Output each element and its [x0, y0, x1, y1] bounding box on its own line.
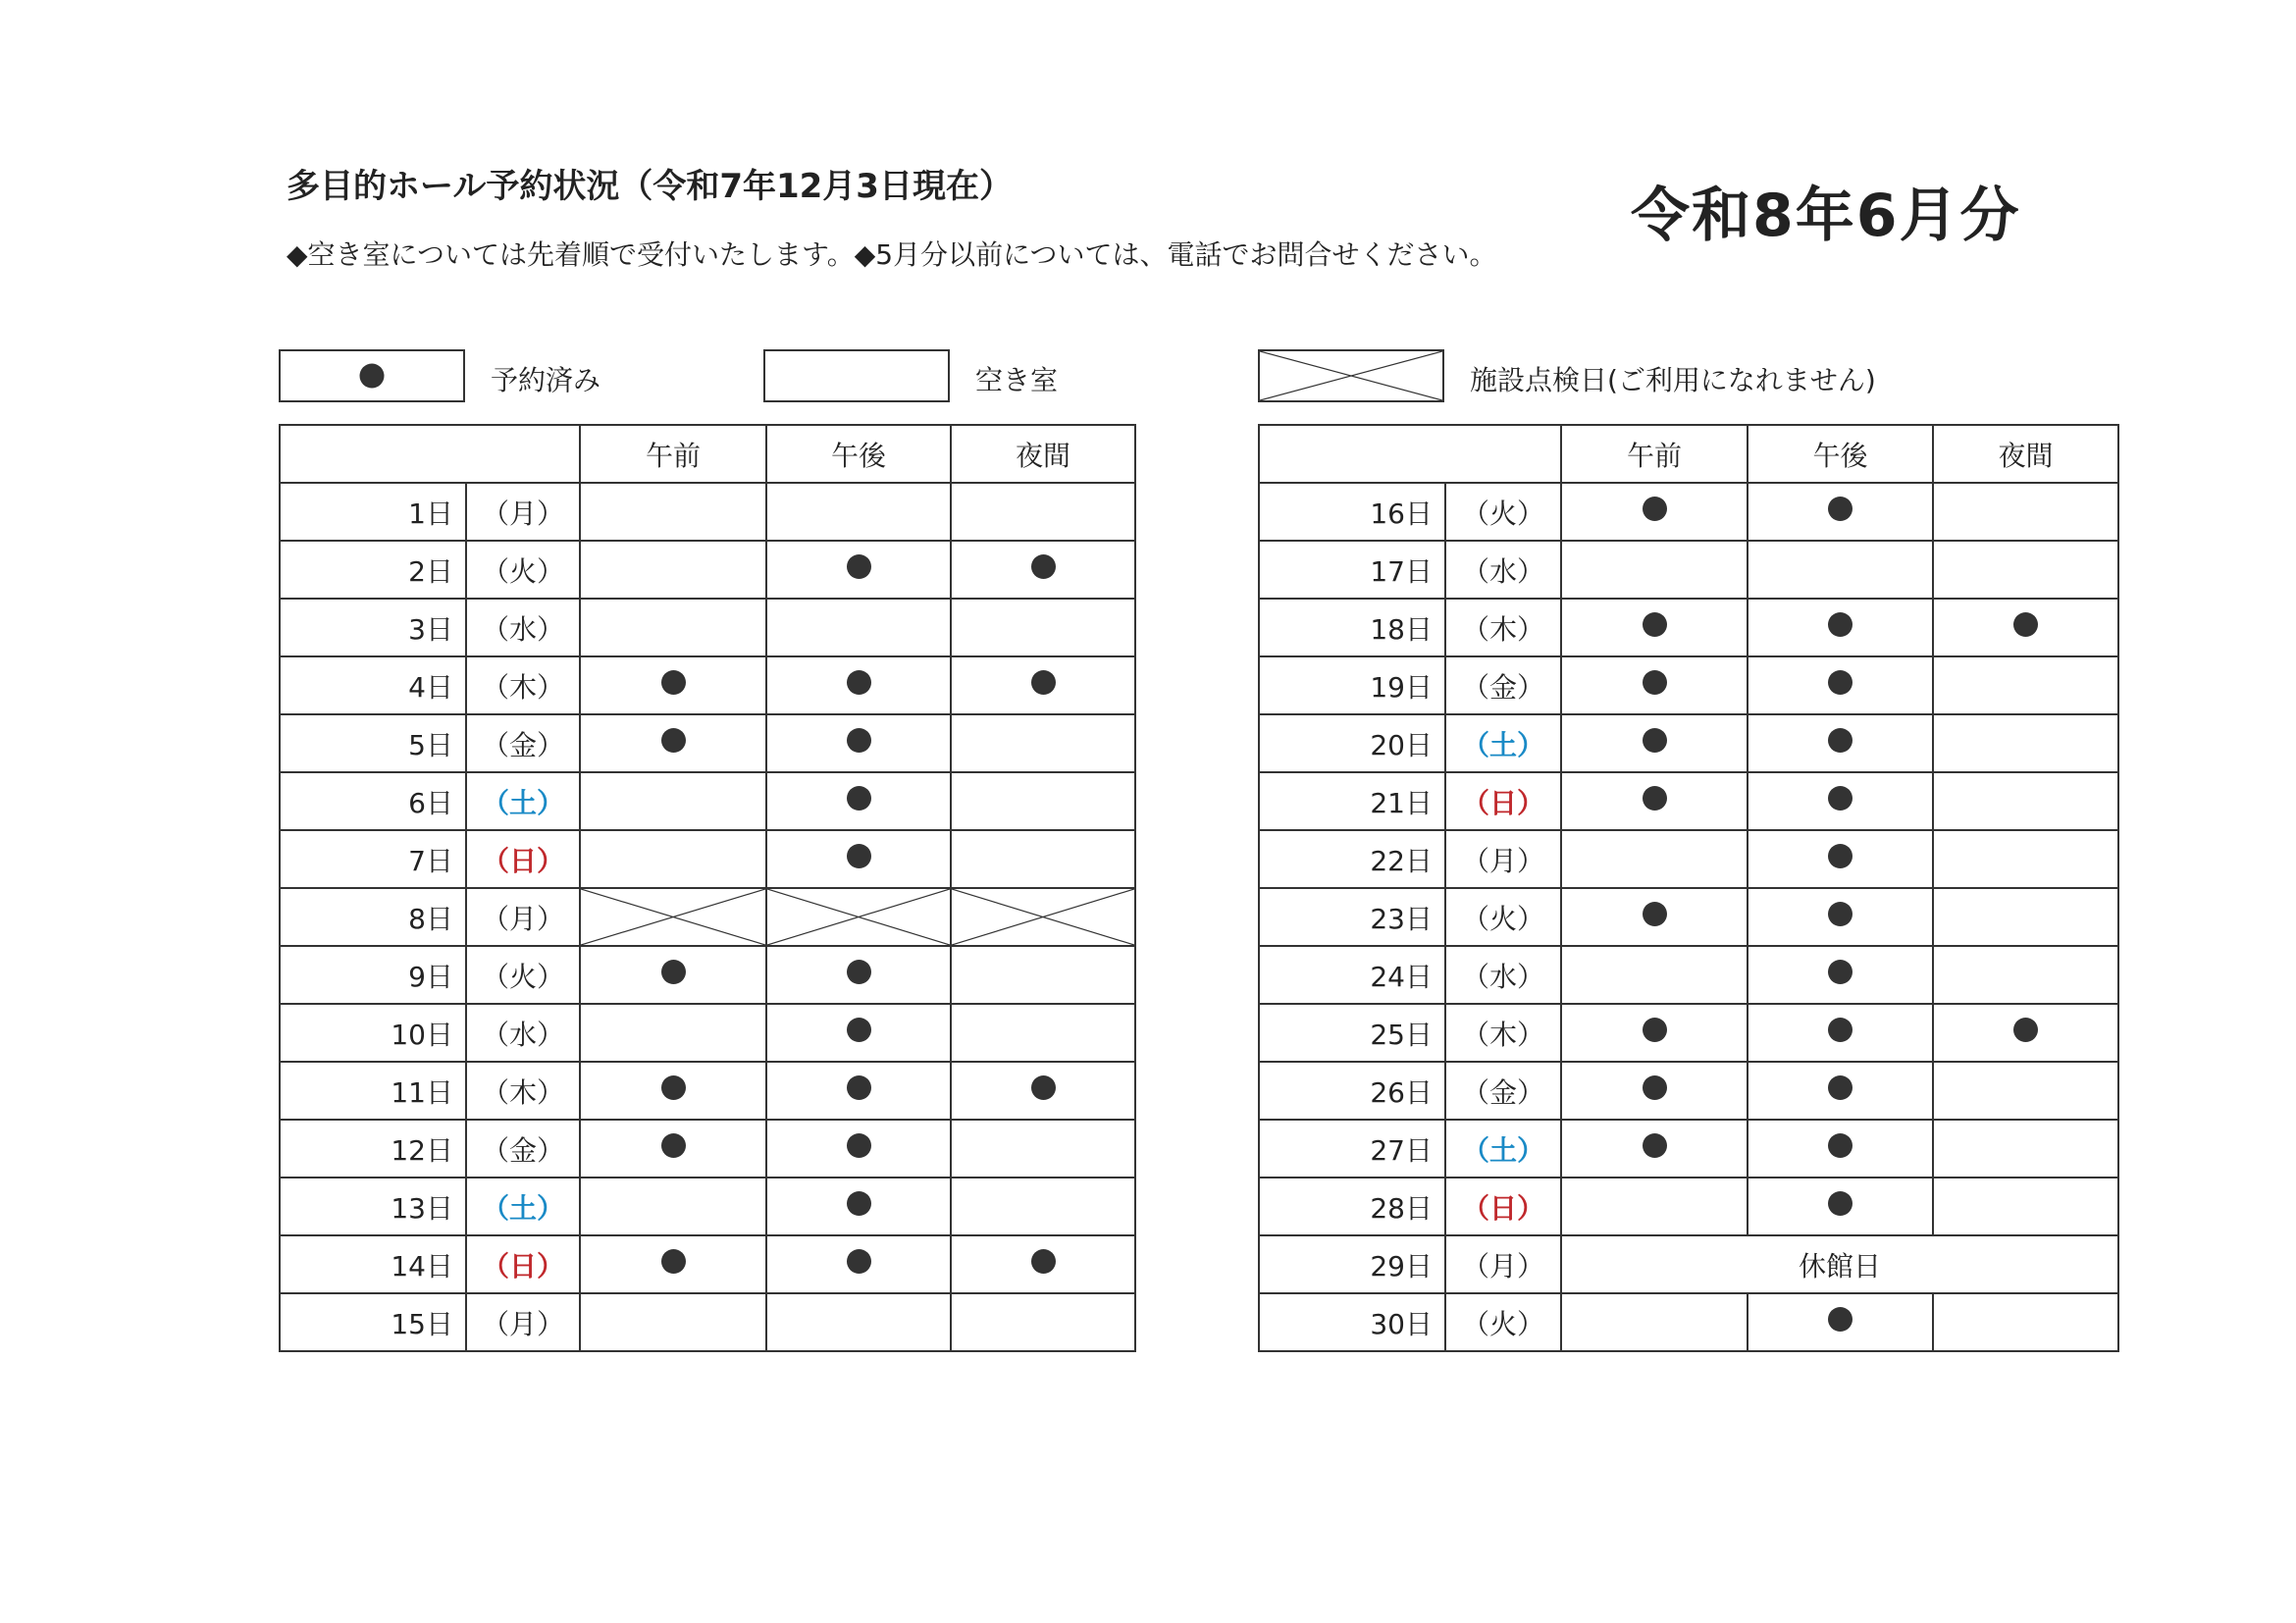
- slot-cell: [951, 772, 1135, 830]
- reserved-dot-icon: [2013, 1018, 2038, 1042]
- slot-cell: [1561, 599, 1748, 656]
- header-blank-cell: [1259, 425, 1561, 483]
- slot-cell: [1561, 1062, 1748, 1120]
- day-cell: 26日: [1259, 1062, 1445, 1120]
- reserved-dot-icon: [847, 1191, 871, 1216]
- reserved-dot-icon: [847, 670, 871, 695]
- reserved-dot-icon: [847, 728, 871, 753]
- weekday-cell: [1445, 888, 1561, 946]
- table-row: [1259, 1062, 2118, 1120]
- reserved-dot-icon: [847, 1075, 871, 1100]
- day-cell: 3日: [280, 599, 466, 656]
- weekday-label: （月）: [481, 1307, 564, 1340]
- slot-cell: [1748, 888, 1933, 946]
- weekday-label: （火）: [1461, 902, 1544, 935]
- slot-cell: [1561, 888, 1748, 946]
- header-night: 夜間: [1933, 425, 2118, 483]
- day-cell: 18日: [1259, 599, 1445, 656]
- weekday-cell: [1445, 1235, 1561, 1293]
- reserved-dot-icon: [847, 1018, 871, 1042]
- weekday-label: （金）: [481, 1133, 564, 1167]
- slot-cell: [951, 1178, 1135, 1235]
- reserved-dot-icon: [1031, 1075, 1056, 1100]
- weekday-label: （月）: [481, 902, 564, 935]
- slot-cell: [1561, 830, 1748, 888]
- legend-reserved-box: [279, 349, 465, 402]
- slot-cell: [766, 1120, 951, 1178]
- slot-cell: [580, 1062, 766, 1120]
- slot-cell: [1748, 830, 1933, 888]
- table-row: [1259, 772, 2118, 830]
- weekday-label: （土）: [481, 786, 564, 819]
- table-row: [1259, 1004, 2118, 1062]
- slot-cell: [951, 1235, 1135, 1293]
- slot-cell: [1933, 1293, 2118, 1351]
- reserved-dot-icon: [1828, 902, 1852, 926]
- reserved-dot-icon: [1828, 728, 1852, 753]
- weekday-cell: [466, 541, 580, 599]
- slot-cell: [580, 830, 766, 888]
- slot-cell: [766, 1178, 951, 1235]
- slot-cell: [951, 599, 1135, 656]
- weekday-cell: [466, 656, 580, 714]
- table-row: [1259, 541, 2118, 599]
- reserved-dot-icon: [661, 960, 686, 984]
- slot-cell: [580, 1178, 766, 1235]
- table-row: [280, 1120, 1135, 1178]
- table-row: [1259, 1120, 2118, 1178]
- weekday-label: （金）: [1461, 670, 1544, 704]
- day-cell: 29日: [1259, 1235, 1445, 1293]
- slot-cell: [580, 946, 766, 1004]
- slot-cell: [766, 483, 951, 541]
- weekday-label: （日）: [1461, 786, 1544, 819]
- header-morning: 午前: [580, 425, 766, 483]
- weekday-cell: [1445, 656, 1561, 714]
- weekday-label: （木）: [1461, 1018, 1544, 1051]
- slot-cell: [951, 1004, 1135, 1062]
- slot-cell: [580, 599, 766, 656]
- reserved-dot-icon: [661, 1075, 686, 1100]
- slot-cell: [766, 599, 951, 656]
- slot-cell: [1748, 1293, 1933, 1351]
- slot-cell: [1933, 830, 2118, 888]
- reserved-dot-icon: [1828, 844, 1852, 868]
- cross-icon: [767, 889, 950, 945]
- slot-cell: [580, 656, 766, 714]
- slot-cell: [580, 1293, 766, 1351]
- weekday-cell: [466, 888, 580, 946]
- weekday-cell: [1445, 1004, 1561, 1062]
- weekday-cell: [1445, 1178, 1561, 1235]
- weekday-cell: [466, 1004, 580, 1062]
- slot-cell: [766, 946, 951, 1004]
- weekday-label: （火）: [1461, 1307, 1544, 1340]
- month-heading: 令和8年6月分: [1631, 182, 2021, 250]
- table-row: [1259, 599, 2118, 656]
- slot-cell: [951, 1120, 1135, 1178]
- weekday-label: （日）: [1461, 1191, 1544, 1225]
- reserved-dot-icon: [1031, 670, 1056, 695]
- slot-cell: [1748, 541, 1933, 599]
- header-blank-cell: [280, 425, 580, 483]
- table-row: [280, 888, 1135, 946]
- slot-cell: [1933, 656, 2118, 714]
- weekday-cell: [1445, 946, 1561, 1004]
- weekday-label: （金）: [481, 728, 564, 761]
- table-row: [1259, 1235, 2118, 1293]
- table-row: [280, 483, 1135, 541]
- day-cell: 23日: [1259, 888, 1445, 946]
- slot-cell: [766, 541, 951, 599]
- reserved-dot-icon: [1643, 670, 1667, 695]
- reserved-dot-icon: [1031, 1249, 1056, 1274]
- weekday-label: （金）: [1461, 1075, 1544, 1109]
- slot-cell: [1933, 541, 2118, 599]
- day-cell: 8日: [280, 888, 466, 946]
- reserved-dot-icon: [1031, 554, 1056, 579]
- day-cell: 2日: [280, 541, 466, 599]
- weekday-label: （月）: [1461, 1249, 1544, 1283]
- day-cell: 11日: [280, 1062, 466, 1120]
- slot-cell: [580, 772, 766, 830]
- reserved-dot-icon: [1643, 1018, 1667, 1042]
- table-header-row: [280, 425, 1135, 483]
- table-row: [280, 772, 1135, 830]
- table-row: [280, 1235, 1135, 1293]
- day-cell: 13日: [280, 1178, 466, 1235]
- table-row: [280, 1178, 1135, 1235]
- calendar-table-right: [1258, 424, 2119, 1352]
- slot-cell: [1933, 1004, 2118, 1062]
- slot-cell: [1748, 946, 1933, 1004]
- inspection-cell: [951, 888, 1135, 946]
- weekday-label: （火）: [1461, 497, 1544, 530]
- weekday-cell: [1445, 1062, 1561, 1120]
- slot-cell: [1748, 772, 1933, 830]
- cross-icon: [581, 889, 765, 945]
- slot-cell: [1748, 1062, 1933, 1120]
- slot-cell: [580, 714, 766, 772]
- slot-cell: [1561, 541, 1748, 599]
- weekday-label: （木）: [1461, 612, 1544, 646]
- reserved-dot-icon: [1828, 1018, 1852, 1042]
- weekday-cell: [466, 946, 580, 1004]
- table-row: [280, 1062, 1135, 1120]
- weekday-cell: [1445, 714, 1561, 772]
- weekday-cell: [1445, 830, 1561, 888]
- slot-cell: [1561, 1004, 1748, 1062]
- weekday-cell: [1445, 483, 1561, 541]
- slot-cell: [1748, 1120, 1933, 1178]
- weekday-label: （火）: [481, 960, 564, 993]
- weekday-label: （水）: [481, 1018, 564, 1051]
- slot-cell: [1561, 714, 1748, 772]
- slot-cell: [1561, 656, 1748, 714]
- slot-cell: [951, 1293, 1135, 1351]
- table-row: [1259, 830, 2118, 888]
- slot-cell: [766, 714, 951, 772]
- table-row: [1259, 1293, 2118, 1351]
- table-row: [280, 599, 1135, 656]
- day-cell: 14日: [280, 1235, 466, 1293]
- weekday-cell: [466, 1293, 580, 1351]
- day-cell: 10日: [280, 1004, 466, 1062]
- slot-cell: [766, 830, 951, 888]
- header-afternoon: 午後: [1748, 425, 1933, 483]
- header-night: 夜間: [951, 425, 1135, 483]
- weekday-cell: [466, 1235, 580, 1293]
- table-row: [280, 830, 1135, 888]
- reserved-dot-icon: [661, 728, 686, 753]
- reserved-dot-icon: [661, 1249, 686, 1274]
- reserved-dot-icon: [1828, 786, 1852, 811]
- day-cell: 24日: [1259, 946, 1445, 1004]
- table-header-row: [1259, 425, 2118, 483]
- weekday-cell: [466, 1120, 580, 1178]
- reserved-dot-icon: [1643, 902, 1667, 926]
- slot-cell: [580, 1120, 766, 1178]
- slot-cell: [766, 1062, 951, 1120]
- slot-cell: [766, 1235, 951, 1293]
- legend-vacant-label: 空き室: [975, 364, 1059, 396]
- weekday-cell: [466, 772, 580, 830]
- weekday-cell: [466, 1178, 580, 1235]
- slot-cell: [1561, 1178, 1748, 1235]
- day-cell: 1日: [280, 483, 466, 541]
- weekday-label: （日）: [481, 1249, 564, 1283]
- slot-cell: [766, 772, 951, 830]
- reserved-dot-icon: [1828, 670, 1852, 695]
- day-cell: 21日: [1259, 772, 1445, 830]
- slot-cell: [1748, 599, 1933, 656]
- reserved-dot-icon: [847, 1133, 871, 1158]
- weekday-cell: [466, 599, 580, 656]
- day-cell: 7日: [280, 830, 466, 888]
- reserved-dot-icon: [1643, 728, 1667, 753]
- legend-inspection-box: [1258, 349, 1444, 402]
- slot-cell: [951, 656, 1135, 714]
- day-cell: 6日: [280, 772, 466, 830]
- reserved-dot-icon: [1643, 1075, 1667, 1100]
- notice-text: ◆空き室については先着順で受付いたします。◆5月分以前については、電話でお問合せください。: [287, 238, 1497, 271]
- reserved-dot-icon: [847, 554, 871, 579]
- slot-cell: [580, 541, 766, 599]
- table-row: [1259, 946, 2118, 1004]
- reserved-dot-icon: [1828, 1075, 1852, 1100]
- table-row: [1259, 1178, 2118, 1235]
- weekday-cell: [466, 830, 580, 888]
- slot-cell: [1933, 1178, 2118, 1235]
- reserved-dot-icon: [1828, 612, 1852, 637]
- reserved-dot-icon: [847, 844, 871, 868]
- table-row: [280, 946, 1135, 1004]
- header-afternoon: 午後: [766, 425, 951, 483]
- day-cell: 22日: [1259, 830, 1445, 888]
- slot-cell: [1748, 1004, 1933, 1062]
- table-row: [280, 714, 1135, 772]
- legend-reserved-label: 予約済み: [491, 364, 601, 396]
- weekday-cell: [466, 483, 580, 541]
- page-title: 多目的ホール予約状況（令和7年12月3日現在）: [287, 167, 1013, 206]
- day-cell: 30日: [1259, 1293, 1445, 1351]
- weekday-label: （木）: [481, 670, 564, 704]
- weekday-cell: [466, 1062, 580, 1120]
- inspection-cell: [766, 888, 951, 946]
- legend-vacant-box: [763, 349, 950, 402]
- weekday-cell: [1445, 599, 1561, 656]
- table-row: [1259, 888, 2118, 946]
- slot-cell: [580, 1235, 766, 1293]
- weekday-cell: [1445, 1293, 1561, 1351]
- table-row: [280, 1293, 1135, 1351]
- slot-cell: [1561, 1120, 1748, 1178]
- table-row: [280, 1004, 1135, 1062]
- reserved-dot-icon: [1643, 497, 1667, 521]
- slot-cell: [580, 483, 766, 541]
- weekday-label: （土）: [1461, 1133, 1544, 1167]
- slot-cell: [1561, 946, 1748, 1004]
- day-cell: 4日: [280, 656, 466, 714]
- reserved-dot-icon: [661, 1133, 686, 1158]
- day-cell: 19日: [1259, 656, 1445, 714]
- weekday-label: （水）: [1461, 960, 1544, 993]
- slot-cell: [951, 946, 1135, 1004]
- day-cell: 5日: [280, 714, 466, 772]
- slot-cell: [766, 1004, 951, 1062]
- weekday-label: （火）: [481, 554, 564, 588]
- slot-cell: [1933, 888, 2118, 946]
- slot-cell: [1748, 656, 1933, 714]
- weekday-label: （木）: [481, 1075, 564, 1109]
- slot-cell: [1933, 714, 2118, 772]
- slot-cell: [580, 1004, 766, 1062]
- slot-cell: [1933, 946, 2118, 1004]
- weekday-label: （月）: [1461, 844, 1544, 877]
- reserved-dot-icon: [1828, 497, 1852, 521]
- day-cell: 9日: [280, 946, 466, 1004]
- day-cell: 17日: [1259, 541, 1445, 599]
- inspection-cell: [580, 888, 766, 946]
- weekday-label: （日）: [481, 844, 564, 877]
- reserved-dot-icon: [1828, 1133, 1852, 1158]
- slot-cell: [766, 656, 951, 714]
- reserved-dot-icon: [847, 786, 871, 811]
- reserved-dot-icon: [847, 1249, 871, 1274]
- slot-cell: [1748, 1178, 1933, 1235]
- reserved-dot-icon: [1643, 612, 1667, 637]
- header-morning: 午前: [1561, 425, 1748, 483]
- reserved-dot-icon: [847, 960, 871, 984]
- reserved-dot-icon: [1643, 1133, 1667, 1158]
- slot-cell: [951, 1062, 1135, 1120]
- slot-cell: [951, 830, 1135, 888]
- weekday-label: （土）: [481, 1191, 564, 1225]
- legend-inspection-label: 施設点検日(ご利用になれません): [1470, 364, 1876, 396]
- reserved-dot-icon: [1828, 1307, 1852, 1332]
- closed-cell: 休館日: [1561, 1235, 2118, 1293]
- table-row: [280, 656, 1135, 714]
- weekday-cell: [466, 714, 580, 772]
- slot-cell: [766, 1293, 951, 1351]
- weekday-cell: [1445, 541, 1561, 599]
- slot-cell: [1561, 483, 1748, 541]
- day-cell: 25日: [1259, 1004, 1445, 1062]
- slot-cell: [1748, 714, 1933, 772]
- weekday-label: （月）: [481, 497, 564, 530]
- slot-cell: [951, 541, 1135, 599]
- day-cell: 12日: [280, 1120, 466, 1178]
- slot-cell: [1933, 599, 2118, 656]
- weekday-label: （水）: [481, 612, 564, 646]
- slot-cell: [1933, 483, 2118, 541]
- table-row: [1259, 714, 2118, 772]
- day-cell: 27日: [1259, 1120, 1445, 1178]
- cross-icon: [952, 889, 1134, 945]
- reserved-dot-icon: [2013, 612, 2038, 637]
- slot-cell: [1561, 772, 1748, 830]
- slot-cell: [1933, 1120, 2118, 1178]
- day-cell: 20日: [1259, 714, 1445, 772]
- day-cell: 28日: [1259, 1178, 1445, 1235]
- reserved-dot-icon: [661, 670, 686, 695]
- weekday-cell: [1445, 1120, 1561, 1178]
- table-row: [1259, 656, 2118, 714]
- reserved-dot-icon: [1643, 786, 1667, 811]
- calendar-table-left: [279, 424, 1136, 1352]
- slot-cell: [951, 483, 1135, 541]
- slot-cell: [1561, 1293, 1748, 1351]
- cross-icon: [1260, 351, 1442, 400]
- table-row: [280, 541, 1135, 599]
- slot-cell: [1933, 1062, 2118, 1120]
- reserved-dot-icon: [360, 364, 385, 389]
- weekday-cell: [1445, 772, 1561, 830]
- day-cell: 15日: [280, 1293, 466, 1351]
- slot-cell: [1748, 483, 1933, 541]
- slot-cell: [951, 714, 1135, 772]
- slot-cell: [1933, 772, 2118, 830]
- reserved-dot-icon: [1828, 960, 1852, 984]
- day-cell: 16日: [1259, 483, 1445, 541]
- table-row: [1259, 483, 2118, 541]
- reserved-dot-icon: [1828, 1191, 1852, 1216]
- weekday-label: （水）: [1461, 554, 1544, 588]
- weekday-label: （土）: [1461, 728, 1544, 761]
